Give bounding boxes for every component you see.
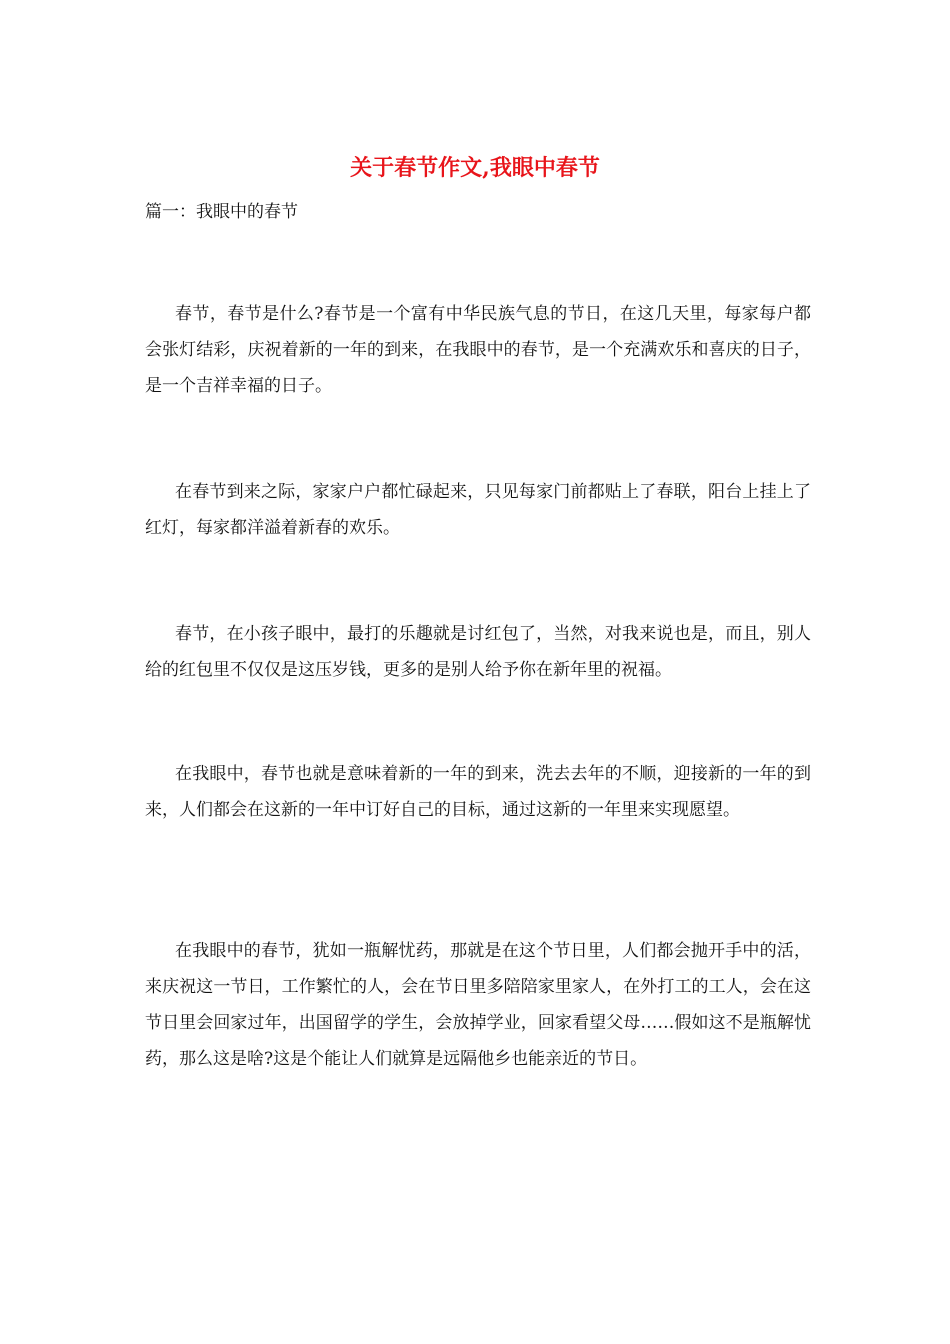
paragraph-5: 在我眼中的春节，犹如一瓶解忧药，那就是在这个节日里，人们都会抛开手中的活，来庆祝这一节日，工作繁忙的人，会在节日里多陪陪家里家人，在外打工的工人，会在这节日里会回家过年，出国留学的学生，会放掉学业，回家看望父母……假如这不是瓶解忧药，那么这是啥?这是个能让人们就算是远隔他乡也能亲近的节日。 — [145, 941, 811, 1069]
paragraph-2: 在春节到来之际，家家户户都忙碌起来，只见每家门前都贴上了春联，阳台上挂上了红灯，每家都洋溢着新春的欢乐。 — [145, 482, 811, 538]
document-title: 关于春节作文,我眼中春节 — [350, 155, 600, 181]
section-heading: 篇一：我眼中的春节 — [145, 202, 298, 222]
paragraph-3: 春节，在小孩子眼中，最打的乐趣就是讨红包了，当然，对我来说也是，而且，别人给的红包里不仅仅是这压岁钱，更多的是别人给予你在新年里的祝福。 — [145, 624, 811, 680]
paragraph-4: 在我眼中，春节也就是意味着新的一年的到来，洗去去年的不顺，迎接新的一年的到来，人们都会在这新的一年中订好自己的目标，通过这新的一年里来实现愿望。 — [145, 764, 811, 820]
paragraph-1: 春节，春节是什么?春节是一个富有中华民族气息的节日，在这几天里，每家每户都会张灯结彩，庆祝着新的一年的到来，在我眼中的春节，是一个充满欢乐和喜庆的日子，是一个吉祥幸福的日子。 — [145, 304, 811, 396]
